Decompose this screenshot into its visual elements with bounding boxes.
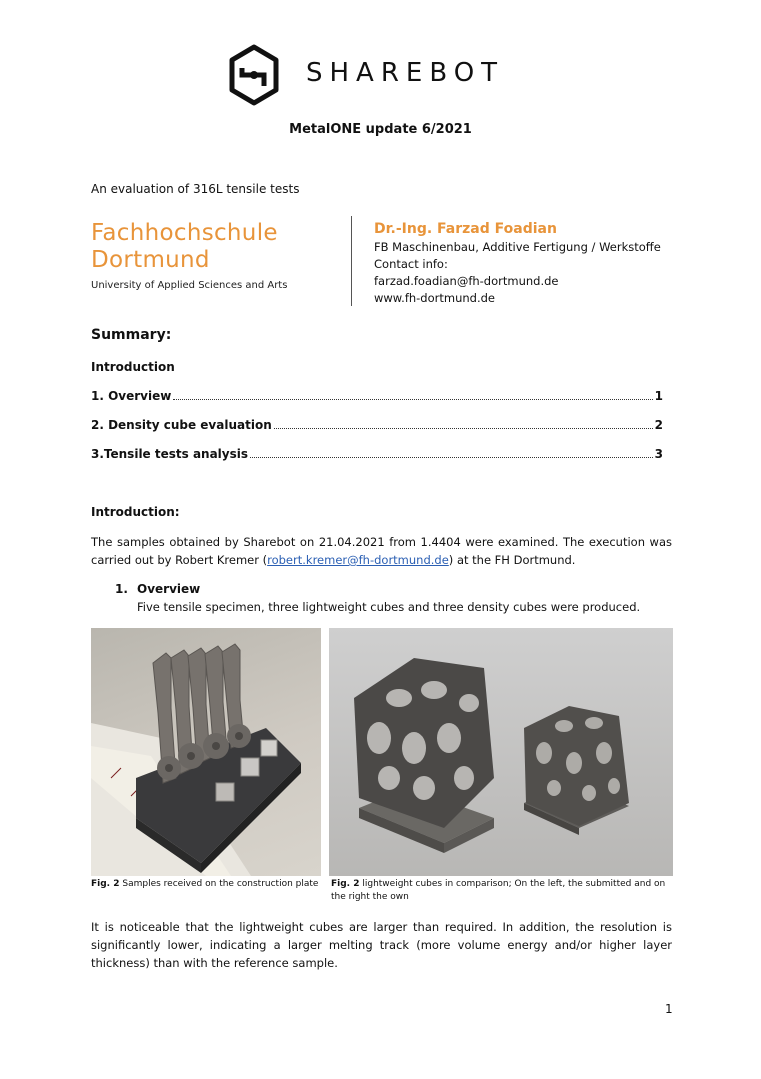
toc-entry-label: 2. Density cube evaluation <box>91 418 272 432</box>
university-name <box>91 220 278 274</box>
document-subtitle: An evaluation of 316L tensile tests <box>91 182 300 196</box>
toc-entry[interactable] <box>91 447 663 461</box>
document-title: MetalONE update 6/2021 <box>289 122 472 137</box>
figure-caption: Fig. 2 lightweight cubes in comparison; On the left, the submitted and on the right the own <box>331 879 666 902</box>
contact-name: Dr.-Ing. Farzad Foadian <box>374 221 557 237</box>
lightweight-cubes-photo <box>329 628 673 876</box>
university-tagline: University of Applied Sciences and Arts <box>91 280 288 291</box>
page-number: 1 <box>665 1002 673 1016</box>
introduction-paragraph: The samples obtained by Sharebot on 21.04.2021 from 1.4404 were examined. The execution was carried out by Robert Kremer (robert.kremer@fh-dortmund.de) at the FH Dortmund. <box>91 535 672 567</box>
toc-dot-leader <box>250 457 653 458</box>
figure-caption: Fig. 2 Samples received on the construction plate <box>91 879 319 889</box>
introduction-heading: Introduction: <box>91 505 180 519</box>
university-name-line2: Dortmund <box>91 247 210 273</box>
toc-entry[interactable] <box>91 389 663 403</box>
toc-entry-page: 1 <box>654 389 663 403</box>
toc-dot-leader <box>173 399 652 400</box>
contact-email[interactable]: farzad.foadian@fh-dortmund.de <box>374 274 559 288</box>
sharebot-logo-icon <box>228 44 280 106</box>
toc-entry-page: 2 <box>654 418 663 432</box>
toc-entry-label: 3.Tensile tests analysis <box>91 447 249 461</box>
overview-text: Five tensile specimen, three lightweight cubes and three density cubes were produced. <box>137 600 641 614</box>
body-paragraph: It is noticeable that the lightweight cubes are larger than required. In addition, the resolution is significantly lower, indicating a larger melting track (more volume energy and/or higher layer thickness) than with the reference sample. <box>91 920 672 970</box>
overview-heading: Overview <box>137 582 201 596</box>
overview-number: 1. <box>115 582 128 596</box>
summary-heading: Summary: <box>91 327 172 343</box>
toc-dot-leader <box>274 428 653 429</box>
contact-website[interactable]: www.fh-dortmund.de <box>374 291 495 305</box>
contact-block <box>374 219 661 307</box>
toc-entry-label: 1. Overview <box>91 389 172 403</box>
toc-introduction[interactable]: Introduction <box>91 360 175 374</box>
vertical-divider <box>351 216 352 306</box>
contact-info-label: Contact info: <box>374 257 448 271</box>
samples-photo <box>91 628 321 876</box>
contact-department: FB Maschinenbau, Additive Fertigung / Werkstoffe <box>374 240 661 254</box>
toc-entry[interactable] <box>91 418 663 432</box>
email-link[interactable]: robert.kremer@fh-dortmund.de <box>267 553 449 567</box>
university-name-line1: Fachhochschule <box>91 220 278 246</box>
brand-wordmark: SHAREBOT <box>306 58 505 88</box>
toc-entry-page: 3 <box>654 447 663 461</box>
